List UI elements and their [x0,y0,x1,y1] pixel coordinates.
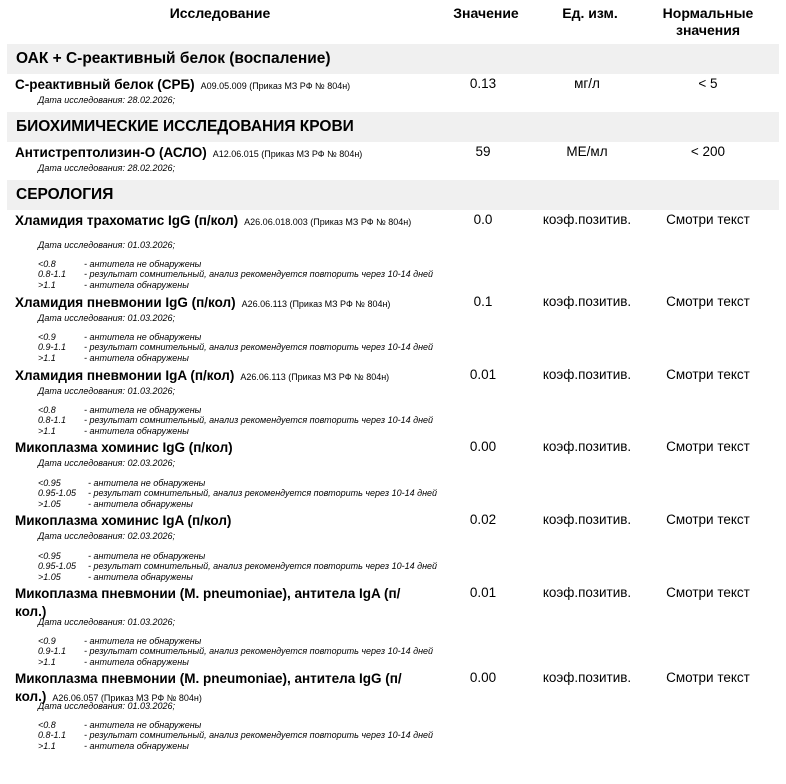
test-unit: мг/л [574,76,600,91]
test-name: Микоплазма пневмонии (M. pneumoniae), антитела IgG (п/кол.) A26.06.057 (Приказ МЗ РФ № 804н) [15,671,402,704]
column-header-value: Значение [453,5,519,21]
column-header-unit: Ед. изм. [562,5,618,21]
test-norm: Смотри текст [666,512,750,527]
test-unit: МЕ/мл [566,144,608,159]
test-value: 0.02 [469,512,497,527]
test-code: A12.06.015 (Приказ МЗ РФ № 804н) [212,149,363,159]
test-value: 59 [475,144,491,159]
reference-legend: <0.95 - антитела не обнаружены 0.95-1.05 - результат сомнительный, анализ рекомендуется повторить через 10-14 дней >1.05 - антитела обнаружены [38,551,438,582]
test-date: Дата исследования: 01.03.2026; [38,240,176,250]
column-header-study: Исследование [169,5,271,21]
test-name: Хламидия пневмонии IgG (п/кол) A26.06.113 (Приказ МЗ РФ № 804н) [15,295,391,310]
test-name: Микоплазма хоминис IgA (п/кол) [15,513,232,528]
test-norm: Смотри текст [666,670,750,685]
test-unit: коэф.позитив. [542,585,632,600]
test-norm: < 5 [698,76,718,91]
test-norm: Смотри текст [666,294,750,309]
test-norm: Смотри текст [666,439,750,454]
test-date: Дата исследования: 02.03.2026; [38,531,176,541]
section-title: ОАК + С-реактивный белок (воспаление) [16,50,331,67]
test-unit: коэф.позитив. [542,212,632,227]
test-norm: Смотри текст [666,585,750,600]
test-value: 0.01 [469,367,497,382]
test-date: Дата исследования: 01.03.2026; [38,313,176,323]
test-value: 0.1 [473,294,493,309]
test-code: A26.06.113 (Приказ МЗ РФ № 804н) [241,299,391,309]
test-name: Микоплазма пневмонии (M. pneumoniae), антитела IgA (п/кол.) [15,586,401,619]
section-header [7,44,779,74]
test-code: A26.06.057 (Приказ МЗ РФ № 804н) [52,693,202,703]
column-header-norm-line2: значения [676,22,740,38]
test-date: Дата исследования: 02.03.2026; [38,458,176,468]
test-date: Дата исследования: 01.03.2026; [38,701,176,711]
test-value: 0.13 [469,76,497,91]
test-value: 0.0 [473,212,493,227]
test-date: Дата исследования: 28.02.2026; [38,95,176,105]
test-unit: коэф.позитив. [542,670,632,685]
test-unit: коэф.позитив. [542,439,632,454]
test-code: A26.06.113 (Приказ МЗ РФ № 804н) [240,372,390,382]
section-header [7,180,779,210]
test-name: Хламидия трахоматис IgG (п/кол) A26.06.018.003 (Приказ МЗ РФ № 804н) [15,213,412,228]
test-name: Хламидия пневмонии IgA (п/кол) A26.06.113 (Приказ МЗ РФ № 804н) [15,368,390,383]
test-value: 0.01 [469,585,497,600]
test-name: Микоплазма хоминис IgG (п/кол) [15,440,233,455]
reference-legend: <0.9 - антитела не обнаружены 0.9-1.1 - результат сомнительный, анализ рекомендуется повторить через 10-14 дней >1.1 - антитела обнаружены [38,636,434,667]
reference-legend: <0.95 - антитела не обнаружены 0.95-1.05 - результат сомнительный, анализ рекомендуется повторить через 10-14 дней >1.05 - антитела обнаружены [38,478,438,509]
section-title: СЕРОЛОГИЯ [16,186,114,203]
test-date: Дата исследования: 28.02.2026; [38,163,176,173]
section-title: БИОХИМИЧЕСКИЕ ИССЛЕДОВАНИЯ КРОВИ [16,118,354,135]
column-header-norm [648,5,768,39]
test-value: 0.00 [469,439,497,454]
test-unit: коэф.позитив. [542,512,632,527]
test-norm: < 200 [690,144,726,159]
column-header-norm-line1: Нормальные [662,5,754,21]
test-date: Дата исследования: 01.03.2026; [38,386,176,396]
test-unit: коэф.позитив. [542,294,632,309]
reference-legend: <0.8 - антитела не обнаружены 0.8-1.1 - результат сомнительный, анализ рекомендуется повторить через 10-14 дней >1.1 - антитела обнаружены [38,720,434,751]
section-header [7,112,779,142]
test-name: С-реактивный белок (СРБ) A09.05.009 (Приказ МЗ РФ № 804н) [15,77,351,92]
reference-legend: <0.8 - антитела не обнаружены 0.8-1.1 - результат сомнительный, анализ рекомендуется повторить через 10-14 дней >1.1 - антитела обнаружены [38,259,434,290]
test-date: Дата исследования: 01.03.2026; [38,617,176,627]
reference-legend: <0.9 - антитела не обнаружены 0.9-1.1 - результат сомнительный, анализ рекомендуется повторить через 10-14 дней >1.1 - антитела обнаружены [38,332,434,363]
test-norm: Смотри текст [666,367,750,382]
test-code: A09.05.009 (Приказ МЗ РФ № 804н) [200,81,351,91]
test-norm: Смотри текст [666,212,750,227]
test-name: Антистрептолизин-О (АСЛО) A12.06.015 (Приказ МЗ РФ № 804н) [15,145,363,160]
test-code: A26.06.018.003 (Приказ МЗ РФ № 804н) [244,217,412,227]
reference-legend: <0.8 - антитела не обнаружены 0.8-1.1 - результат сомнительный, анализ рекомендуется повторить через 10-14 дней >1.1 - антитела обнаружены [38,405,434,436]
test-unit: коэф.позитив. [542,367,632,382]
test-value: 0.00 [469,670,497,685]
